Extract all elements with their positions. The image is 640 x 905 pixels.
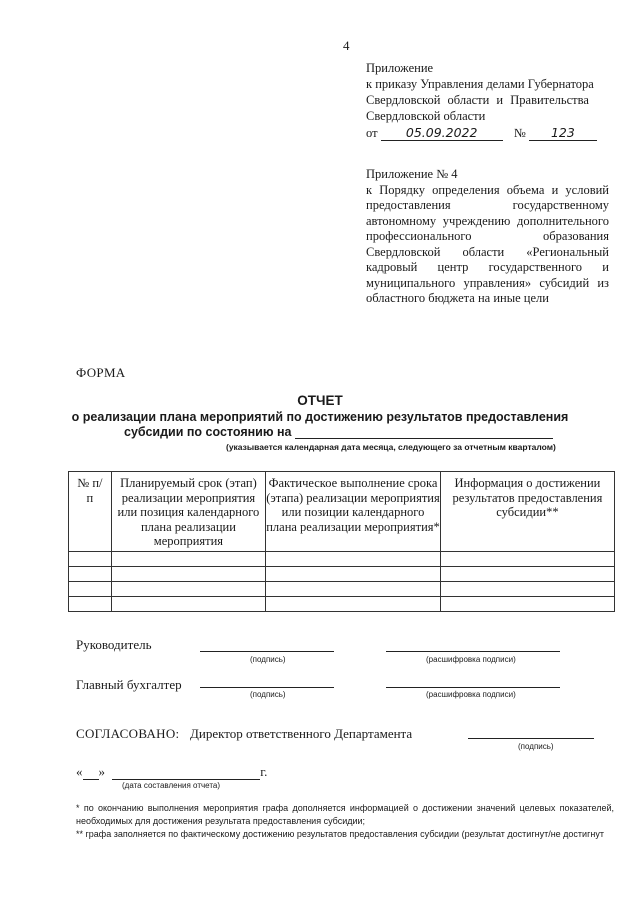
header-number: № п/п — [69, 472, 112, 552]
appendix-header-line4: Свердловской области — [366, 109, 486, 123]
director-signature-caption: (подпись) — [518, 742, 554, 751]
appendix-header-line1: Приложение — [366, 61, 434, 75]
footnote-2: ** графа заполняется по фактическому достижению результатов предоставления субсидии (результат достигнут/не достигнут — [76, 829, 604, 839]
number-prefix: № — [513, 126, 526, 140]
table-cell[interactable] — [266, 567, 441, 582]
table-cell[interactable] — [69, 597, 112, 612]
accountant-decoding-line[interactable] — [386, 686, 560, 688]
appendix-header — [366, 60, 611, 141]
table-cell[interactable] — [111, 597, 265, 612]
appendix-header-line2: к приказу Управления делами Губернатора — [366, 77, 594, 91]
header-actual: Фактическое выполнение срока (этапа) реализации мероприятия или позиции календарного плана реализации мероприятия* — [266, 472, 441, 552]
agreed-label: СОГЛАСОВАНО: — [76, 726, 180, 741]
header-planned: Планируемый срок (этап) реализации мероприятия или позиция календарного плана реализации мероприятия — [111, 472, 265, 552]
appendix-header-line3: Свердловской области и Правительства — [366, 93, 589, 107]
report-date-hint: (указывается календарная дата месяца, следующего за отчетным кварталом) — [226, 442, 556, 452]
table-cell[interactable] — [440, 552, 614, 567]
report-date-caption: (дата составления отчета) — [122, 781, 221, 790]
table-cell[interactable] — [69, 567, 112, 582]
accountant-signature-line[interactable] — [200, 686, 334, 688]
report-subtitle-line2 — [124, 425, 553, 439]
table-cell[interactable] — [69, 552, 112, 567]
report-date-row — [76, 764, 267, 780]
table-cell[interactable] — [266, 597, 441, 612]
table-cell[interactable] — [266, 552, 441, 567]
head-label: Руководитель — [76, 637, 152, 652]
head-decoding-caption: (расшифровка подписи) — [426, 655, 516, 664]
table-row — [69, 597, 615, 612]
order-date-row — [366, 125, 611, 141]
month-year-field[interactable] — [112, 768, 260, 780]
order-date-handwritten: 05.09.2022 — [381, 126, 503, 141]
form-label: ФОРМА — [76, 365, 126, 380]
appendix4-title: Приложение № 4 — [366, 167, 458, 181]
order-number-handwritten: 123 — [529, 126, 597, 141]
report-subtitle-line1: о реализации плана мероприятий по достижению результатов предоставления — [71, 410, 569, 424]
day-field[interactable] — [83, 768, 99, 780]
table-cell[interactable] — [111, 582, 265, 597]
accountant-signature-caption: (подпись) — [250, 690, 286, 699]
table-cell[interactable] — [440, 582, 614, 597]
report-subtitle-text: субсидии по состоянию на — [124, 425, 292, 439]
date-prefix: от — [366, 126, 378, 140]
head-signature-caption: (подпись) — [250, 655, 286, 664]
chief-accountant-label: Главный бухгалтер — [76, 677, 182, 692]
table-cell[interactable] — [69, 582, 112, 597]
table-cell[interactable] — [266, 582, 441, 597]
date-open-quote: « — [76, 764, 83, 779]
director-signature-line[interactable] — [468, 737, 594, 739]
head-decoding-line[interactable] — [386, 650, 560, 652]
table-cell[interactable] — [440, 597, 614, 612]
report-title: ОТЧЕТ — [297, 393, 343, 408]
date-close-quote: » — [98, 764, 105, 779]
table-row — [69, 582, 615, 597]
table-row — [69, 567, 615, 582]
report-date-field[interactable] — [295, 426, 553, 439]
agreed-position: Директор ответственного Департамента — [190, 726, 413, 741]
accountant-decoding-caption: (расшифровка подписи) — [426, 690, 516, 699]
table-header-row — [69, 472, 615, 552]
appendix4-body: к Порядку определения объема и условий предоставления государственному автономному учреждению дополнительного профессионального образования Свердловской области «Региональный кадровый центр государственного и муниципального управления» субсидий из областного бюджета на иные цели — [366, 182, 609, 305]
page-number: 4 — [343, 38, 350, 53]
appendix4-block — [366, 167, 609, 307]
report-table — [68, 471, 615, 612]
table-row — [69, 552, 615, 567]
footnote-1: * по окончанию выполнения мероприятия графа дополняется информацией о достижении значений целевых показателей, необходимых для достижения результата предоставления субсидии; — [76, 803, 614, 826]
year-suffix: г. — [260, 764, 268, 779]
table-cell[interactable] — [440, 567, 614, 582]
table-cell[interactable] — [111, 567, 265, 582]
head-signature-line[interactable] — [200, 650, 334, 652]
table-cell[interactable] — [111, 552, 265, 567]
header-info: Информация о достижении результатов предоставления субсидии** — [440, 472, 614, 552]
